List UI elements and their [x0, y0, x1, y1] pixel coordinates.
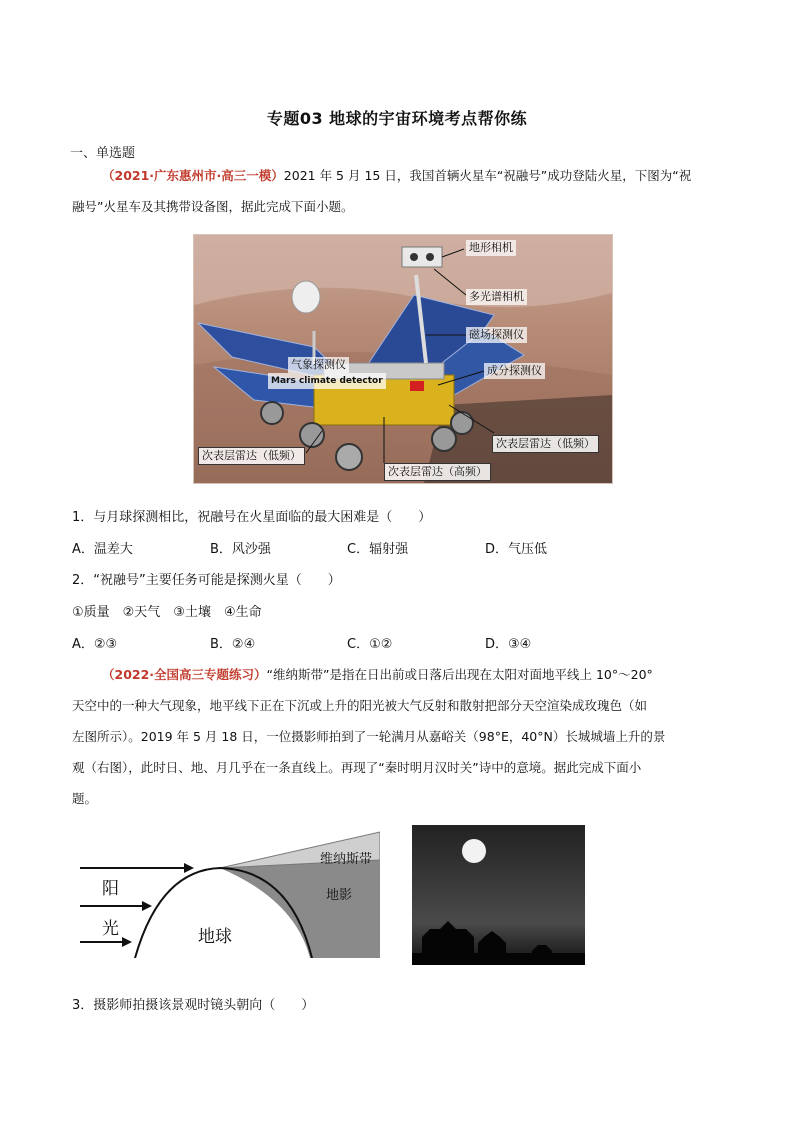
label-radar-high: 次表层雷达（高频）: [384, 463, 491, 481]
question-2: 2．“祝融号”主要任务可能是探测火星（ ）: [72, 573, 341, 588]
label-climate-detector-en: Mars climate detector: [268, 373, 386, 389]
source-tag: （2022·全国高三专题练习）: [102, 667, 267, 682]
label-radar-low-right: 次表层雷达（低频）: [492, 435, 599, 453]
label-terrain-camera: 地形相机: [466, 240, 516, 256]
label-composition-detector: 成分探测仪: [484, 363, 545, 379]
page-title: 专题03 地球的宇宙环境考点帮你练: [266, 109, 528, 128]
intro-paragraph-1: [72, 160, 728, 222]
q2-option-d[interactable]: D．③④: [485, 637, 532, 652]
section-heading: 一、单选题: [70, 146, 136, 161]
intro-text: 2021 年 5 月 15 日，我国首辆火星车“祝融号”成功登陆火星，下图为“祝: [283, 168, 692, 183]
moon-photo: [412, 825, 585, 965]
label-venus-belt: 维纳斯带: [320, 852, 373, 867]
q1-option-d[interactable]: D．气压低: [485, 542, 548, 557]
intro-text: 融号”火星车及其携带设备图，据此完成下面小题。: [72, 199, 354, 214]
venus-belt-diagram: [80, 830, 380, 958]
q2-option-a[interactable]: A．②③: [72, 637, 118, 652]
rover-figure: [193, 234, 613, 484]
label-sun-1: 阳: [102, 879, 119, 899]
q2-items: ①质量 ②天气 ③土壤 ④生命: [72, 605, 262, 620]
label-magnetometer: 磁场探测仪: [466, 327, 527, 343]
q1-option-a[interactable]: A．温差大: [72, 542, 133, 557]
q2-option-b[interactable]: B．②④: [210, 637, 256, 652]
moon-icon: [462, 839, 486, 863]
question-3: 3．摄影师拍摄该景观时镜头朝向（ ）: [72, 998, 315, 1013]
intro-paragraph-2: （2022·全国高三专题练习）“维纳斯带”是指在日出前或日落后出现在太阳对面地平线上 10°～20° 天空中的一种大气现象，地平线下正在下沉或上升的阳光被大气反射和散射把部分天空渲染成玫瑰色（如 左图所示）。2019 年 5 月 18 日，一位摄影师拍到了一轮满月从嘉峪关（98°E，40°N）长城城墙上升的景 观（右图），此时日、地、月几乎在一条直线上。再现了“秦时明月汉时关”诗中的意境。据此完成下面小 题。: [72, 667, 666, 806]
source-tag: （2021·广东惠州市·高三一模）: [102, 168, 284, 183]
question-1: 1．与月球探测相比，祝融号在火星面临的最大困难是（ ）: [72, 510, 432, 525]
label-radar-low-left: 次表层雷达（低频）: [198, 447, 305, 465]
q1-option-b[interactable]: B．风沙强: [210, 542, 271, 557]
q1-option-c[interactable]: C．辐射强: [347, 542, 409, 557]
q2-option-c[interactable]: C．①②: [347, 637, 393, 652]
label-earth-shadow: 地影: [326, 888, 353, 903]
label-sun-2: 光: [102, 919, 119, 939]
label-multispectral-camera: 多光谱相机: [466, 289, 527, 305]
label-climate-detector: 气象探测仪: [288, 357, 349, 373]
label-earth: 地球: [198, 927, 232, 947]
